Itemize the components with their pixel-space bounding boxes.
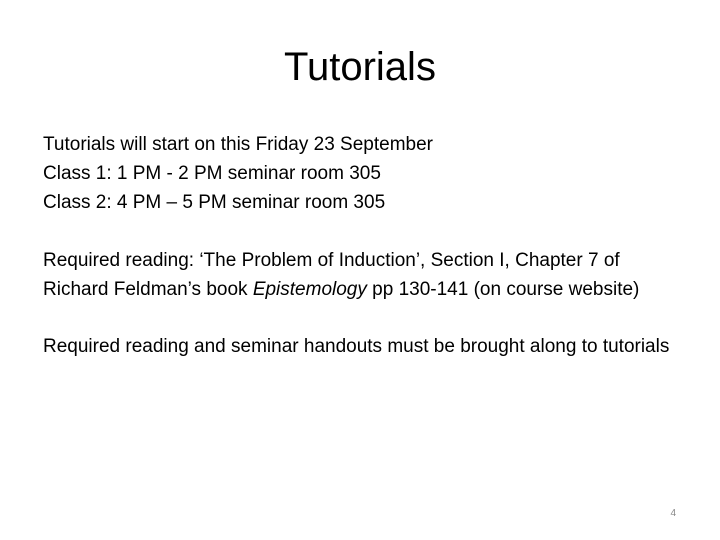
required-reading-prefix: Required reading: ‘The Problem of Induction’, Section I, Chapter 7 of Richard Feldman’s book (43, 250, 620, 300)
book-title: Epistemology (252, 279, 367, 300)
required-reading-paragraph (43, 246, 683, 304)
handouts-paragraph: Required reading and seminar handouts must be brought along to tutorials (43, 336, 670, 357)
required-reading-suffix: pp 130-141 (on course website) (366, 279, 640, 300)
slide-body (43, 130, 683, 361)
class-2-line: Class 2: 4 PM – 5 PM seminar room 305 (43, 192, 386, 213)
slide-number: 4 (670, 508, 676, 519)
tutorial-start-line: Tutorials will start on this Friday 23 September (43, 134, 434, 155)
slide-title: Tutorials (284, 45, 436, 89)
class-1-line: Class 1: 1 PM - 2 PM seminar room 305 (43, 163, 381, 184)
